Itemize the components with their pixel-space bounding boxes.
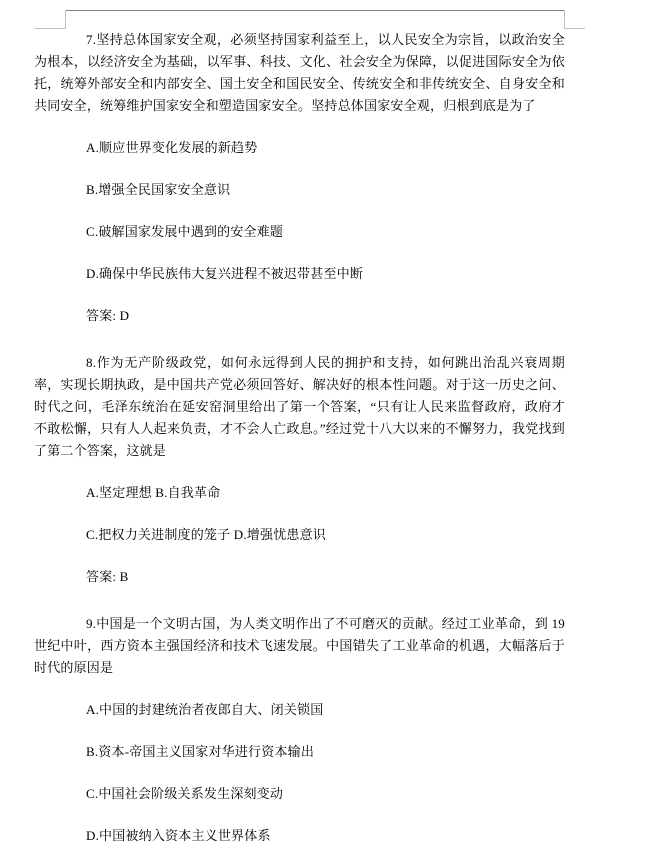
question-stem: 8.作为无产阶级政党，如何永远得到人民的拥护和支持，如何跳出治乱兴衰周期率，实现长期执政，是中国共产党必须回答好、解决好的根本性问题。对于这一历史之问、时代之问，毛泽东统治在延安窑洞里给出了第一个答案，“只有让人民来监督政府，政府才不敢松懈，只有人人起来负责，才不会人亡政息。”经过党十八大以来的不懈努力，我党找到了第二个答案，这就是: [34, 355, 565, 458]
option-item: B.资本-帝国主义国家对华进行资本输出: [86, 744, 315, 759]
option-item: A.顺应世界变化发展的新趋势: [86, 140, 258, 155]
answer-label: 答案: D: [86, 308, 130, 323]
question-block: [34, 352, 565, 588]
option-item: D.确保中华民族伟大复兴进程不被迟带甚至中断: [86, 266, 364, 281]
option-item: A.中国的封建统治者夜郎自大、闭关锁国: [86, 702, 324, 717]
option-item: A.坚定理想 B.自我革命: [86, 485, 221, 500]
option-item: C.破解国家发展中遇到的安全难题: [86, 224, 284, 239]
question-stem: 7.坚持总体国家安全观，必须坚持国家利益至上，以人民安全为宗旨，以政治安全为根本，以经济安全为基础，以军事、科技、文化、社会安全为保障，以促进国际安全为依托，统筹外部安全和内部安全、国土安全和国民安全、传统安全和非传统安全、自身安全和共同安全，统筹维护国家安全和塑造国家安全。坚持总体国家安全观，归根到底是为了: [34, 32, 565, 113]
answer-label: 答案: B: [86, 569, 129, 584]
question-block: [34, 29, 565, 327]
question-stem: 9.中国是一个文明古国，为人类文明作出了不可磨灭的贡献。经过工业革命，到 19 世纪中叶，西方资本主强国经济和技术飞速发展。中国错失了工业革命的机遇，大幅落后于时代的原因是: [34, 616, 565, 675]
option-item: B.增强全民国家安全意识: [86, 182, 231, 197]
option-item: C.中国社会阶级关系发生深刻变动: [86, 786, 284, 801]
question-block: [34, 613, 565, 847]
option-item: C.把权力关进制度的笼子 D.增强忧患意识: [86, 527, 327, 542]
document-content: [34, 0, 565, 852]
margin-corner-mark-right-horizontal: [564, 28, 585, 29]
option-item: D.中国被纳入资本主义世界体系: [86, 828, 271, 843]
